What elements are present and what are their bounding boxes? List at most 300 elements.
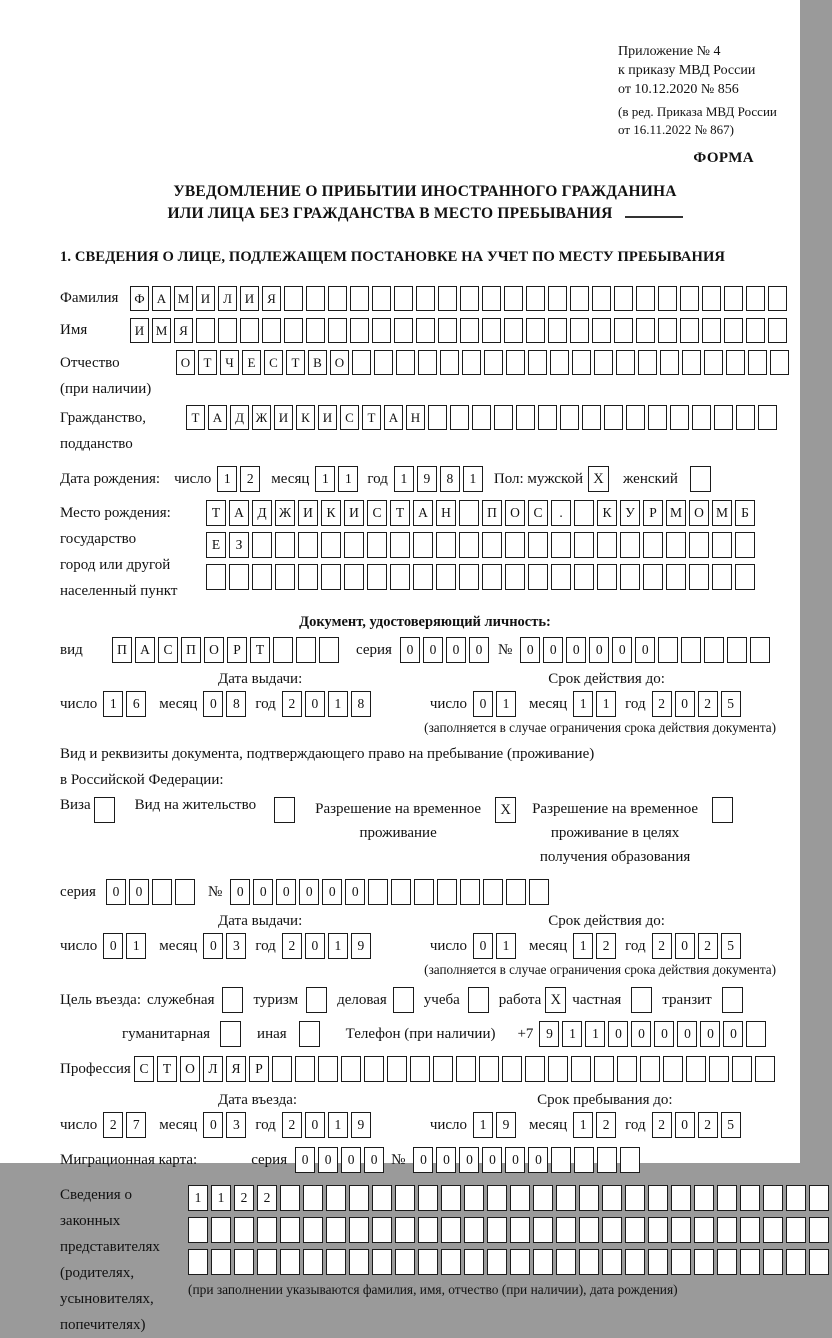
form-cell[interactable]: 0: [520, 637, 540, 663]
form-cell[interactable]: [602, 1249, 622, 1275]
form-cell[interactable]: 0: [543, 637, 563, 663]
form-cell[interactable]: 0: [677, 1021, 697, 1047]
form-cell[interactable]: Д: [230, 405, 249, 430]
form-cell[interactable]: 2: [652, 933, 672, 959]
form-cell[interactable]: [516, 405, 535, 430]
form-cell[interactable]: 1: [573, 691, 593, 717]
form-cell[interactable]: [211, 1217, 231, 1243]
form-cell[interactable]: 1: [328, 1112, 348, 1138]
form-cell[interactable]: [572, 350, 591, 375]
purpose-tourism-checkbox[interactable]: [306, 987, 327, 1013]
form-cell[interactable]: [416, 318, 435, 343]
form-cell[interactable]: 2: [652, 691, 672, 717]
form-cell[interactable]: [602, 1217, 622, 1243]
form-cell[interactable]: П: [482, 500, 502, 526]
form-cell[interactable]: [571, 1056, 591, 1082]
form-cell[interactable]: [670, 405, 689, 430]
temp-permit-checkbox[interactable]: X: [495, 797, 516, 823]
form-cell[interactable]: [746, 318, 765, 343]
form-cell[interactable]: [437, 879, 457, 905]
form-cell[interactable]: [506, 879, 526, 905]
form-cell[interactable]: 2: [596, 933, 616, 959]
form-cell[interactable]: [218, 318, 237, 343]
form-cell[interactable]: [418, 1217, 438, 1243]
form-cell[interactable]: [671, 1185, 691, 1211]
form-cell[interactable]: [758, 405, 777, 430]
form-cell[interactable]: [727, 637, 747, 663]
form-cell[interactable]: З: [229, 532, 249, 558]
form-cell[interactable]: [702, 286, 721, 311]
form-cell[interactable]: [579, 1185, 599, 1211]
form-cell[interactable]: Я: [174, 318, 193, 343]
form-cell[interactable]: С: [158, 637, 178, 663]
form-cell[interactable]: [702, 318, 721, 343]
form-cell[interactable]: [750, 637, 770, 663]
form-cell[interactable]: [413, 532, 433, 558]
form-cell[interactable]: [482, 564, 502, 590]
form-cell[interactable]: [464, 1217, 484, 1243]
form-cell[interactable]: [748, 350, 767, 375]
form-cell[interactable]: О: [505, 500, 525, 526]
form-cell[interactable]: [295, 1056, 315, 1082]
form-cell[interactable]: [275, 564, 295, 590]
form-cell[interactable]: 0: [203, 933, 223, 959]
form-cell[interactable]: [479, 1056, 499, 1082]
form-cell[interactable]: [643, 532, 663, 558]
form-cell[interactable]: [689, 564, 709, 590]
form-cell[interactable]: [592, 318, 611, 343]
form-cell[interactable]: 0: [345, 879, 365, 905]
form-cell[interactable]: [671, 1249, 691, 1275]
form-cell[interactable]: А: [413, 500, 433, 526]
form-cell[interactable]: [732, 1056, 752, 1082]
form-cell[interactable]: 1: [463, 466, 483, 492]
form-cell[interactable]: 1: [126, 933, 146, 959]
form-cell[interactable]: И: [196, 286, 215, 311]
form-cell[interactable]: 0: [608, 1021, 628, 1047]
form-cell[interactable]: 0: [322, 879, 342, 905]
form-cell[interactable]: [582, 405, 601, 430]
form-cell[interactable]: [714, 405, 733, 430]
form-cell[interactable]: Т: [186, 405, 205, 430]
form-cell[interactable]: [597, 532, 617, 558]
form-cell[interactable]: [529, 879, 549, 905]
form-cell[interactable]: [620, 1147, 640, 1173]
form-cell[interactable]: [321, 564, 341, 590]
form-cell[interactable]: [464, 1249, 484, 1275]
form-cell[interactable]: 1: [394, 466, 414, 492]
form-cell[interactable]: [472, 405, 491, 430]
form-cell[interactable]: И: [240, 286, 259, 311]
form-cell[interactable]: 8: [440, 466, 460, 492]
form-cell[interactable]: 0: [305, 691, 325, 717]
form-cell[interactable]: Л: [203, 1056, 223, 1082]
form-cell[interactable]: 2: [698, 691, 718, 717]
form-cell[interactable]: 1: [585, 1021, 605, 1047]
form-cell[interactable]: [372, 318, 391, 343]
form-cell[interactable]: Я: [262, 286, 281, 311]
form-cell[interactable]: [344, 564, 364, 590]
form-cell[interactable]: [809, 1217, 829, 1243]
form-cell[interactable]: Т: [157, 1056, 177, 1082]
form-cell[interactable]: 9: [496, 1112, 516, 1138]
form-cell[interactable]: 2: [282, 933, 302, 959]
form-cell[interactable]: [763, 1185, 783, 1211]
form-cell[interactable]: [460, 318, 479, 343]
form-cell[interactable]: [328, 286, 347, 311]
form-cell[interactable]: [240, 318, 259, 343]
form-cell[interactable]: [367, 532, 387, 558]
form-cell[interactable]: [188, 1249, 208, 1275]
form-cell[interactable]: [416, 286, 435, 311]
form-cell[interactable]: С: [367, 500, 387, 526]
form-cell[interactable]: [570, 286, 589, 311]
form-cell[interactable]: [344, 532, 364, 558]
form-cell[interactable]: О: [180, 1056, 200, 1082]
form-cell[interactable]: 8: [226, 691, 246, 717]
form-cell[interactable]: 2: [240, 466, 260, 492]
form-cell[interactable]: [560, 405, 579, 430]
form-cell[interactable]: [617, 1056, 637, 1082]
form-cell[interactable]: [196, 318, 215, 343]
form-cell[interactable]: [786, 1185, 806, 1211]
form-cell[interactable]: М: [152, 318, 171, 343]
form-cell[interactable]: 1: [496, 691, 516, 717]
form-cell[interactable]: 0: [528, 1147, 548, 1173]
form-cell[interactable]: [692, 405, 711, 430]
form-cell[interactable]: 0: [482, 1147, 502, 1173]
form-cell[interactable]: [484, 350, 503, 375]
form-cell[interactable]: [602, 1185, 622, 1211]
form-cell[interactable]: [528, 564, 548, 590]
form-cell[interactable]: [648, 1217, 668, 1243]
form-cell[interactable]: [724, 318, 743, 343]
purpose-transit-checkbox[interactable]: [722, 987, 743, 1013]
form-cell[interactable]: Т: [206, 500, 226, 526]
form-cell[interactable]: [364, 1056, 384, 1082]
form-cell[interactable]: [551, 564, 571, 590]
form-cell[interactable]: 2: [234, 1185, 254, 1211]
form-cell[interactable]: [663, 1056, 683, 1082]
form-cell[interactable]: [487, 1185, 507, 1211]
form-cell[interactable]: Т: [250, 637, 270, 663]
form-cell[interactable]: [306, 318, 325, 343]
form-cell[interactable]: [418, 1185, 438, 1211]
form-cell[interactable]: 1: [315, 466, 335, 492]
form-cell[interactable]: [574, 1147, 594, 1173]
form-cell[interactable]: [367, 564, 387, 590]
form-cell[interactable]: [525, 1056, 545, 1082]
form-cell[interactable]: [396, 350, 415, 375]
form-cell[interactable]: 0: [230, 879, 250, 905]
form-cell[interactable]: [746, 286, 765, 311]
form-cell[interactable]: [643, 564, 663, 590]
form-cell[interactable]: [682, 350, 701, 375]
form-cell[interactable]: С: [134, 1056, 154, 1082]
form-cell[interactable]: [533, 1185, 553, 1211]
form-cell[interactable]: [614, 286, 633, 311]
form-cell[interactable]: [724, 286, 743, 311]
form-cell[interactable]: [574, 564, 594, 590]
form-cell[interactable]: [394, 318, 413, 343]
edu-permit-checkbox[interactable]: [712, 797, 733, 823]
form-cell[interactable]: [272, 1056, 292, 1082]
form-cell[interactable]: 0: [589, 637, 609, 663]
form-cell[interactable]: Т: [362, 405, 381, 430]
form-cell[interactable]: [372, 1217, 392, 1243]
form-cell[interactable]: [550, 350, 569, 375]
form-cell[interactable]: [556, 1185, 576, 1211]
form-cell[interactable]: [395, 1249, 415, 1275]
form-cell[interactable]: [234, 1249, 254, 1275]
form-cell[interactable]: 0: [253, 879, 273, 905]
form-cell[interactable]: [374, 350, 393, 375]
form-cell[interactable]: И: [298, 500, 318, 526]
form-cell[interactable]: С: [528, 500, 548, 526]
form-cell[interactable]: 1: [338, 466, 358, 492]
form-cell[interactable]: [528, 532, 548, 558]
form-cell[interactable]: 0: [723, 1021, 743, 1047]
form-cell[interactable]: 0: [436, 1147, 456, 1173]
form-cell[interactable]: [526, 286, 545, 311]
form-cell[interactable]: [459, 532, 479, 558]
form-cell[interactable]: 0: [423, 637, 443, 663]
form-cell[interactable]: [620, 564, 640, 590]
form-cell[interactable]: [712, 564, 732, 590]
form-cell[interactable]: [410, 1056, 430, 1082]
form-cell[interactable]: [809, 1249, 829, 1275]
form-cell[interactable]: [319, 637, 339, 663]
form-cell[interactable]: [636, 286, 655, 311]
form-cell[interactable]: [510, 1217, 530, 1243]
form-cell[interactable]: [592, 286, 611, 311]
form-cell[interactable]: [648, 1185, 668, 1211]
form-cell[interactable]: А: [208, 405, 227, 430]
form-cell[interactable]: [395, 1217, 415, 1243]
purpose-humanitarian-checkbox[interactable]: [220, 1021, 241, 1047]
form-cell[interactable]: [494, 405, 513, 430]
form-cell[interactable]: [413, 564, 433, 590]
form-cell[interactable]: И: [344, 500, 364, 526]
form-cell[interactable]: [660, 350, 679, 375]
form-cell[interactable]: 5: [721, 933, 741, 959]
form-cell[interactable]: [395, 1185, 415, 1211]
form-cell[interactable]: [717, 1185, 737, 1211]
form-cell[interactable]: [770, 350, 789, 375]
form-cell[interactable]: [372, 1185, 392, 1211]
form-cell[interactable]: [620, 532, 640, 558]
form-cell[interactable]: [625, 1249, 645, 1275]
form-cell[interactable]: О: [176, 350, 195, 375]
form-cell[interactable]: [551, 1147, 571, 1173]
form-cell[interactable]: [538, 405, 557, 430]
form-cell[interactable]: [440, 350, 459, 375]
form-cell[interactable]: 0: [318, 1147, 338, 1173]
form-cell[interactable]: 0: [413, 1147, 433, 1173]
form-cell[interactable]: Ж: [275, 500, 295, 526]
form-cell[interactable]: [746, 1021, 766, 1047]
form-cell[interactable]: [296, 637, 316, 663]
form-cell[interactable]: [510, 1185, 530, 1211]
form-cell[interactable]: А: [229, 500, 249, 526]
form-cell[interactable]: Я: [226, 1056, 246, 1082]
form-cell[interactable]: [755, 1056, 775, 1082]
form-cell[interactable]: [648, 1249, 668, 1275]
form-cell[interactable]: 2: [698, 933, 718, 959]
form-cell[interactable]: [616, 350, 635, 375]
form-cell[interactable]: 9: [539, 1021, 559, 1047]
form-cell[interactable]: [303, 1217, 323, 1243]
form-cell[interactable]: [460, 286, 479, 311]
sex-male-checkbox[interactable]: X: [588, 466, 609, 492]
form-cell[interactable]: [306, 286, 325, 311]
form-cell[interactable]: [441, 1185, 461, 1211]
form-cell[interactable]: 1: [211, 1185, 231, 1211]
form-cell[interactable]: 0: [129, 879, 149, 905]
form-cell[interactable]: [504, 286, 523, 311]
form-cell[interactable]: [368, 879, 388, 905]
form-cell[interactable]: Н: [406, 405, 425, 430]
form-cell[interactable]: [626, 405, 645, 430]
form-cell[interactable]: 0: [566, 637, 586, 663]
form-cell[interactable]: А: [152, 286, 171, 311]
form-cell[interactable]: [175, 879, 195, 905]
form-cell[interactable]: [482, 532, 502, 558]
form-cell[interactable]: 2: [257, 1185, 277, 1211]
form-cell[interactable]: [680, 318, 699, 343]
form-cell[interactable]: Б: [735, 500, 755, 526]
form-cell[interactable]: 0: [203, 691, 223, 717]
form-cell[interactable]: [298, 532, 318, 558]
form-cell[interactable]: [689, 532, 709, 558]
form-cell[interactable]: 1: [573, 933, 593, 959]
form-cell[interactable]: [510, 1249, 530, 1275]
form-cell[interactable]: 1: [562, 1021, 582, 1047]
form-cell[interactable]: [234, 1217, 254, 1243]
form-cell[interactable]: [441, 1249, 461, 1275]
form-cell[interactable]: [614, 318, 633, 343]
form-cell[interactable]: 9: [351, 1112, 371, 1138]
form-cell[interactable]: 0: [654, 1021, 674, 1047]
form-cell[interactable]: [526, 318, 545, 343]
form-cell[interactable]: [462, 350, 481, 375]
form-cell[interactable]: [349, 1185, 369, 1211]
form-cell[interactable]: [433, 1056, 453, 1082]
form-cell[interactable]: [326, 1249, 346, 1275]
form-cell[interactable]: П: [181, 637, 201, 663]
form-cell[interactable]: [694, 1217, 714, 1243]
form-cell[interactable]: Т: [286, 350, 305, 375]
form-cell[interactable]: [275, 532, 295, 558]
form-cell[interactable]: М: [712, 500, 732, 526]
form-cell[interactable]: [252, 564, 272, 590]
form-cell[interactable]: 2: [103, 1112, 123, 1138]
form-cell[interactable]: [528, 350, 547, 375]
residence-permit-checkbox[interactable]: [274, 797, 295, 823]
form-cell[interactable]: А: [384, 405, 403, 430]
form-cell[interactable]: [505, 564, 525, 590]
visa-checkbox[interactable]: [94, 797, 115, 823]
form-cell[interactable]: [349, 1217, 369, 1243]
form-cell[interactable]: [326, 1185, 346, 1211]
form-cell[interactable]: [556, 1249, 576, 1275]
form-cell[interactable]: [712, 532, 732, 558]
form-cell[interactable]: К: [321, 500, 341, 526]
purpose-study-checkbox[interactable]: [468, 987, 489, 1013]
form-cell[interactable]: [438, 318, 457, 343]
form-cell[interactable]: [450, 405, 469, 430]
form-cell[interactable]: [638, 350, 657, 375]
form-cell[interactable]: [658, 318, 677, 343]
form-cell[interactable]: 0: [635, 637, 655, 663]
form-cell[interactable]: 2: [596, 1112, 616, 1138]
form-cell[interactable]: [533, 1249, 553, 1275]
form-cell[interactable]: [321, 532, 341, 558]
form-cell[interactable]: [284, 286, 303, 311]
form-cell[interactable]: [328, 318, 347, 343]
form-cell[interactable]: [387, 1056, 407, 1082]
form-cell[interactable]: [280, 1217, 300, 1243]
form-cell[interactable]: Е: [206, 532, 226, 558]
form-cell[interactable]: [372, 1249, 392, 1275]
form-cell[interactable]: 0: [469, 637, 489, 663]
form-cell[interactable]: 0: [103, 933, 123, 959]
form-cell[interactable]: И: [318, 405, 337, 430]
form-cell[interactable]: 0: [446, 637, 466, 663]
form-cell[interactable]: [390, 532, 410, 558]
form-cell[interactable]: [704, 637, 724, 663]
form-cell[interactable]: [284, 318, 303, 343]
form-cell[interactable]: [257, 1249, 277, 1275]
form-cell[interactable]: Ч: [220, 350, 239, 375]
form-cell[interactable]: [704, 350, 723, 375]
form-cell[interactable]: [717, 1217, 737, 1243]
form-cell[interactable]: [726, 350, 745, 375]
form-cell[interactable]: 1: [496, 933, 516, 959]
form-cell[interactable]: [350, 286, 369, 311]
form-cell[interactable]: [768, 286, 787, 311]
form-cell[interactable]: [318, 1056, 338, 1082]
form-cell[interactable]: 1: [596, 691, 616, 717]
form-cell[interactable]: 9: [351, 933, 371, 959]
form-cell[interactable]: О: [204, 637, 224, 663]
form-cell[interactable]: [740, 1185, 760, 1211]
form-cell[interactable]: [459, 564, 479, 590]
form-cell[interactable]: [188, 1217, 208, 1243]
form-cell[interactable]: [548, 318, 567, 343]
form-cell[interactable]: [570, 318, 589, 343]
form-cell[interactable]: [229, 564, 249, 590]
form-cell[interactable]: Т: [198, 350, 217, 375]
form-cell[interactable]: [574, 532, 594, 558]
form-cell[interactable]: [456, 1056, 476, 1082]
form-cell[interactable]: 0: [631, 1021, 651, 1047]
form-cell[interactable]: О: [330, 350, 349, 375]
form-cell[interactable]: [418, 350, 437, 375]
form-cell[interactable]: 0: [299, 879, 319, 905]
form-cell[interactable]: [594, 350, 613, 375]
form-cell[interactable]: 0: [675, 691, 695, 717]
form-cell[interactable]: [211, 1249, 231, 1275]
form-cell[interactable]: [464, 1185, 484, 1211]
form-cell[interactable]: [786, 1249, 806, 1275]
form-cell[interactable]: В: [308, 350, 327, 375]
form-cell[interactable]: [459, 500, 479, 526]
form-cell[interactable]: [666, 564, 686, 590]
form-cell[interactable]: [658, 637, 678, 663]
form-cell[interactable]: 7: [126, 1112, 146, 1138]
form-cell[interactable]: 0: [675, 1112, 695, 1138]
